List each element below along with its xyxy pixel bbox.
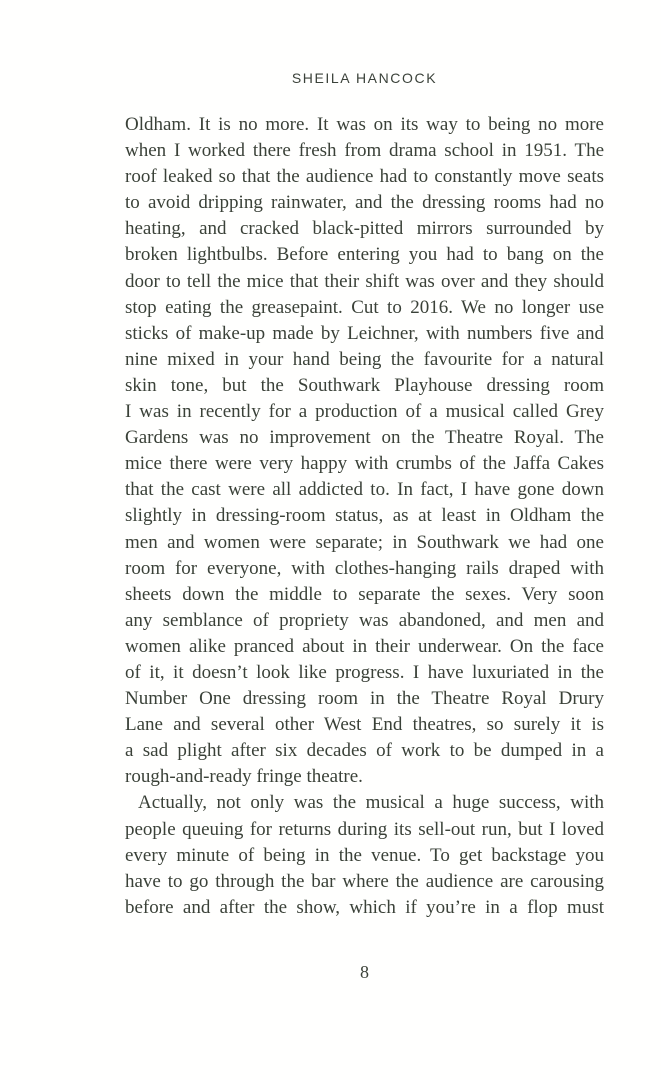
body-line: heating, and cracked black-pitted mirrors surrounded by: [125, 218, 604, 240]
body-line: door to tell the mice that their shift was over and they should: [125, 270, 604, 292]
body-line: any semblance of propriety was abandoned, and men and: [125, 609, 604, 631]
page-number: 8: [360, 962, 369, 982]
body-line: broken lightbulbs. Before entering you had to bang on the: [125, 244, 604, 266]
body-line: women alike pranced about in their underwear. On the face: [125, 635, 604, 657]
body-line-paragraph-start: Actually, not only was the musical a huge success, with: [138, 792, 604, 814]
body-line: roof leaked so that the audience had to constantly move seats: [125, 166, 604, 188]
body-line: skin tone, but the Southwark Playhouse dressing room: [125, 374, 604, 396]
body-line: room for everyone, with clothes-hanging rails draped with: [125, 557, 604, 579]
body-line: of it, it doesn’t look like progress. I have luxuriated in the: [125, 661, 604, 683]
body-line: when I worked there fresh from drama school in 1951. The: [125, 140, 604, 162]
body-line: Lane and several other West End theatres, so surely it is: [125, 714, 604, 736]
body-line: people queuing for returns during its sell-out run, but I loved: [125, 818, 604, 840]
body-line: Number One dressing room in the Theatre Royal Drury: [125, 688, 604, 710]
body-line: have to go through the bar where the audience are carousing: [125, 870, 604, 892]
body-line: every minute of being in the venue. To get backstage you: [125, 844, 604, 866]
body-line: slightly in dressing-room status, as at least in Oldham the: [125, 505, 604, 527]
body-line: nine mixed in your hand being the favourite for a natural: [125, 348, 604, 370]
body-line: stop eating the greasepaint. Cut to 2016. We no longer use: [125, 296, 604, 318]
body-line: men and women were separate; in Southwark we had one: [125, 531, 604, 553]
body-line: Gardens was no improvement on the Theatre Royal. The: [125, 427, 604, 449]
body-line: mice there were very happy with crumbs of the Jaffa Cakes: [125, 453, 604, 475]
body-line: I was in recently for a production of a musical called Grey: [125, 401, 604, 423]
body-line: that the cast were all addicted to. In fact, I have gone down: [125, 479, 604, 501]
body-line: to avoid dripping rainwater, and the dressing rooms had no: [125, 192, 604, 214]
running-header: SHEILA HANCOCK: [291, 70, 438, 86]
body-line: sheets down the middle to separate the sexes. Very soon: [125, 583, 604, 605]
body-line: before and after the show, which if you’re in a flop must: [125, 896, 604, 918]
body-line: Oldham. It is no more. It was on its way to being no more: [125, 114, 604, 135]
body-line: a sad plight after six decades of work to be dumped in a: [125, 740, 604, 762]
body-line: sticks of make-up made by Leichner, with numbers five and: [125, 322, 604, 344]
body-line-paragraph-end: rough-and-ready fringe theatre.: [125, 766, 363, 788]
body-text: [125, 112, 604, 921]
